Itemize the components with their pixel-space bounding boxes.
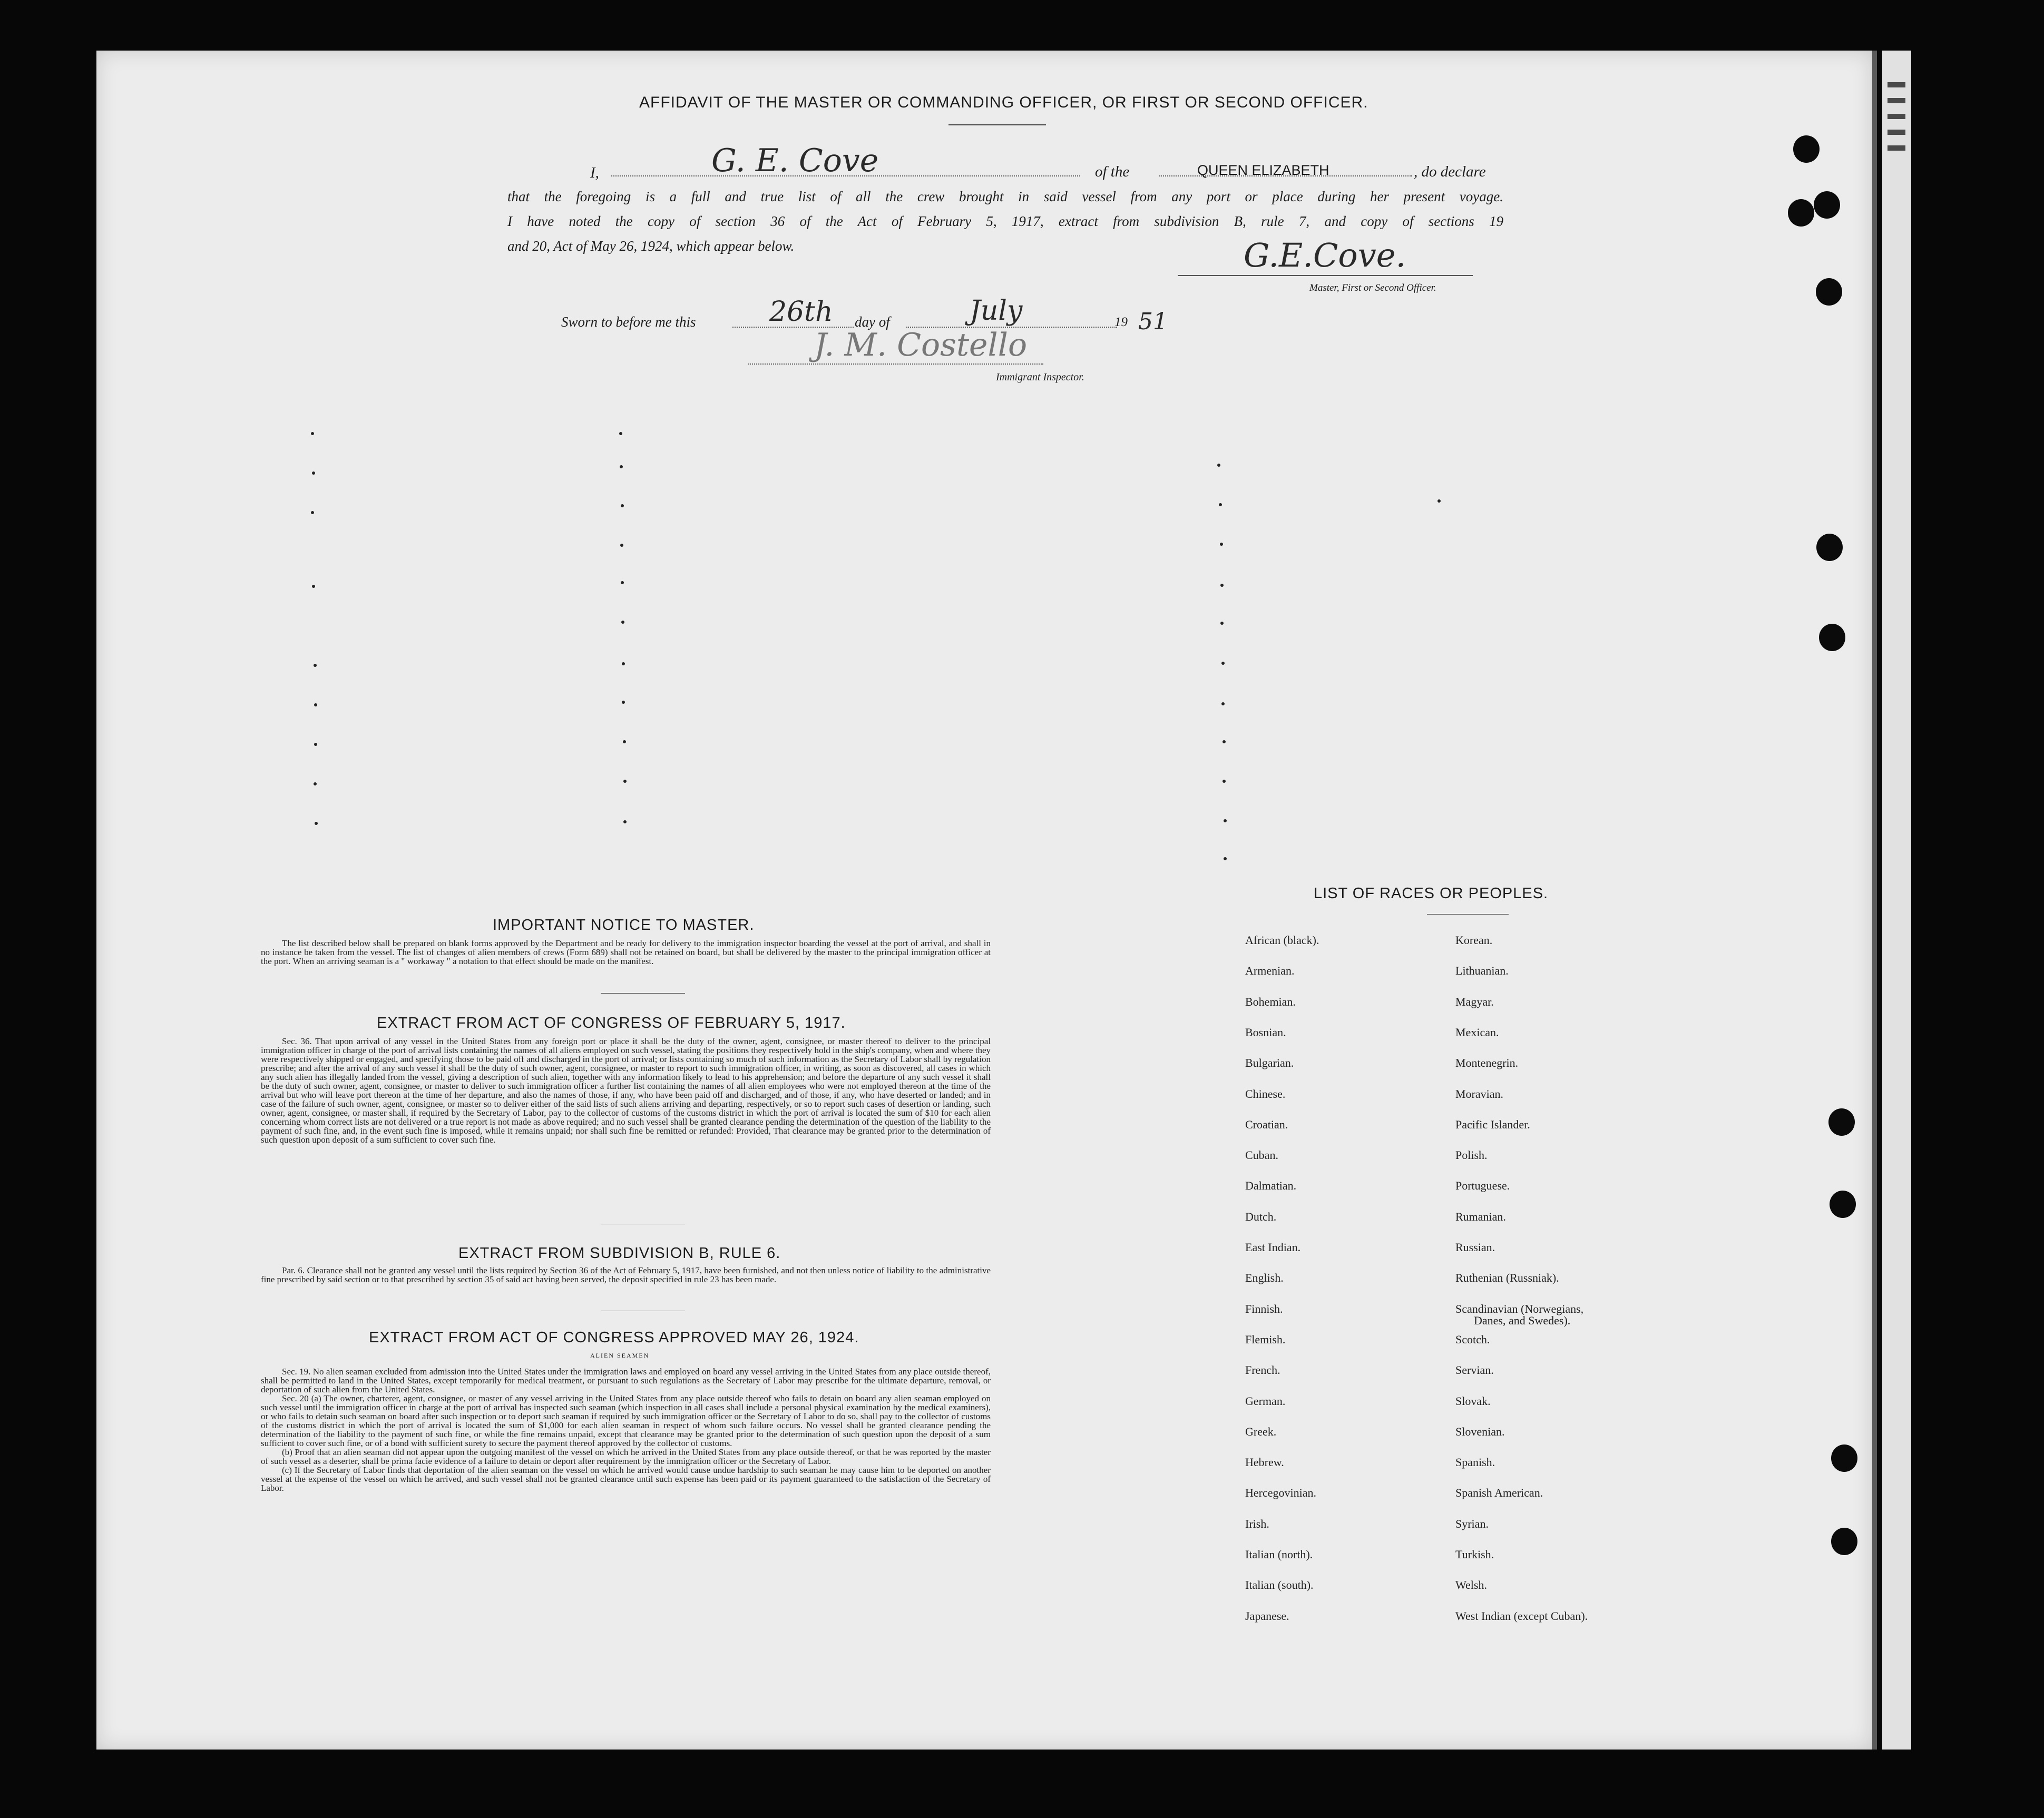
punch-hole bbox=[1830, 1191, 1856, 1218]
rule6-text: Par. 6. Clearance shall not be granted any vessel until the lists required by Section 36 of the Act of February 5, 1917, have been furnished, and not then unless notice of liability to the administrative fine prescribed by said section or to that prescribed by section 35 of said act having been served, the deposit specified in rule 23 has been made. bbox=[261, 1265, 991, 1284]
race-item: Polish. bbox=[1455, 1148, 1488, 1162]
extract-1924-text: Sec. 19. No alien seaman excluded from admission into the United States under the immigration laws and employed on board any vessel arriving in the United States from any place outside thereof, shall be permitted to land in the United States, except temporarily for medical treatment, or pursuant to such regulations as the Secretary of Labor may prescribe for the ultimate departure, removal, or deportation of such alien from the United States. Sec. 20 (a) The owner, charterer, agent, consignee, or master of any vessel arriving in the United States from any place outside thereof who fails to detain on board any alien seaman employed on such vessel until the immigration officer in charge at the port of arrival has inspected such seaman (which inspection in all cases shall include a personal physical examination by the medical examiners), or who fails to detain such seaman on board after such inspection or to deport such seaman if required by such immigration officer or the Secretary of Labor to do so, shall pay to the collector of customs of the customs district in which the port of arrival is located the sum of $1,000 for each alien seaman in respect of whom such failure occurs. No vessel shall be granted clearance pending the determination of the liability to the payment of such fine, or while the fine remains unpaid, except that clearance may be granted prior to the determination of such question upon the deposit of a sum sufficient to cover such fine, or of a bond with sufficient surety to secure the payment thereof approved by the collector of customs. (b) Proof that an alien seaman did not appear upon the outgoing manifest of the vessel on which he arrived in the United States from any place outside thereof, or that he was reported by the master of such vessel as a deserter, shall be prima facie evidence of a failure to detain or deport after requirement by the immigration officer or the Secretary of Labor. (c) If the Secretary of Labor finds that deportation of the alien seaman on the vessel on which he arrived would cause undue hardship to such seaman he may cause him to be deported on another vessel at the expense of the vessel on which he arrived, and such vessel shall not be granted clearance until such expense has been paid or its payment guaranteed to the satisfaction of the Secretary of Labor. bbox=[261, 1367, 991, 1493]
notice-heading: IMPORTANT NOTICE TO MASTER. bbox=[493, 917, 755, 933]
race-item: English. bbox=[1245, 1271, 1284, 1285]
race-item: Servian. bbox=[1455, 1363, 1494, 1377]
vessel-name: QUEEN ELIZABETH bbox=[1197, 162, 1329, 178]
race-item: African (black). bbox=[1245, 933, 1319, 947]
punch-hole bbox=[1814, 191, 1840, 219]
race-item: East Indian. bbox=[1245, 1241, 1301, 1254]
race-item: Welsh. bbox=[1455, 1578, 1487, 1592]
race-item: Turkish. bbox=[1455, 1548, 1494, 1561]
race-item: Montenegrin. bbox=[1455, 1056, 1519, 1070]
race-item: Flemish. bbox=[1245, 1332, 1286, 1346]
race-item: Russian. bbox=[1455, 1241, 1495, 1254]
punch-hole bbox=[1819, 624, 1845, 651]
race-item: Bohemian. bbox=[1245, 995, 1296, 1008]
race-item: Spanish. bbox=[1455, 1456, 1495, 1469]
divider bbox=[601, 993, 685, 994]
race-item: Italian (south). bbox=[1245, 1578, 1314, 1592]
race-item: Greek. bbox=[1245, 1424, 1277, 1438]
alien-seamen-subheading: ALIEN SEAMEN bbox=[590, 1352, 650, 1359]
i-label: I, bbox=[590, 164, 599, 181]
master-signature-line bbox=[1178, 275, 1473, 276]
master-caption: Master, First or Second Officer. bbox=[1309, 282, 1436, 293]
punch-hole bbox=[1816, 534, 1843, 561]
inspector-line bbox=[748, 363, 1043, 365]
race-item: Pacific Islander. bbox=[1455, 1117, 1530, 1131]
divider bbox=[948, 124, 1046, 125]
race-item: Korean. bbox=[1455, 933, 1493, 947]
race-item: Scandinavian (Norwegians, bbox=[1455, 1302, 1584, 1315]
declaration-line-2: that the foregoing is a full and true list of all the crew brought in said vessel from any port or place during her present voyage. bbox=[507, 189, 1503, 204]
race-item: Scotch. bbox=[1455, 1332, 1490, 1346]
race-item: Lithuanian. bbox=[1455, 964, 1509, 978]
race-item: Cuban. bbox=[1245, 1148, 1278, 1162]
punch-hole bbox=[1816, 278, 1842, 306]
race-item: Bosnian. bbox=[1245, 1025, 1286, 1039]
sworn-label: Sworn to before me this bbox=[561, 314, 696, 330]
extract-1917-text: Sec. 36. That upon arrival of any vessel in the United States from any foreign port or place it shall be the duty of the owner, agent, consignee, or master thereof to deliver to the principal immigration officer in charge of the port of arrival lists containing the names of all aliens employed on such vessel, stating the positions they respectively hold in the ship's company, when and where they were respectively shipped or engaged, and specifying those to be paid off and discharged in the port of arrival; or lists containing so much of such information as the Secretary of Labor shall by regulation prescribe; and after the arrival of any such vessel it shall be the duty of such owner, agent, consignee, or master to report to such immigration officer, in writing, as soon as discovered, all cases in which any such alien has illegally landed from the vessel, giving a description of such alien, together with any information likely to lead to his apprehension; and before the departure of any such vessel it shall be the duty of such owner, agent, consignee, or master to deliver to such immigration officer a further list containing the names of all alien employees who were not employed thereon at the time of the arrival but who will leave port thereon at the time of her departure, and also the names of those, if any, who have been paid off and discharged, and of those, if any, who have deserted or landed; and in case of the failure of such owner, agent, consignee, or master so to deliver either of the said lists of such aliens arriving and departing, respectively, or so to report such cases of desertion or landing, such owner, agent, consignee, or master shall, if required by the Secretary of Labor, pay to the collector of customs of the customs district in which the port of arrival is located the sum of $10 for each alien concerning whom correct lists are not delivered or a true report is not made as above required; and no such vessel shall be granted clearance pending the determination of the question of the liability to the payment of such fine, and, in the event such fine is imposed, while it remains unpaid; nor shall such fine be remitted or refunded: Provided, That clearance may be granted prior to the determination of such question upon deposit of a sum sufficient to cover such fine. bbox=[261, 1036, 991, 1145]
of-the-label: of the bbox=[1095, 163, 1130, 180]
declaration-line-3: I have noted the copy of section 36 of the Act of February 5, 1917, extract from subdivision B, rule 7, and copy of sections 19 bbox=[507, 213, 1503, 229]
races-heading: LIST OF RACES OR PEOPLES. bbox=[1314, 885, 1549, 902]
sworn-month: July bbox=[970, 295, 1023, 327]
race-item: Dutch. bbox=[1245, 1210, 1277, 1223]
signer-handwritten: G. E. Cove bbox=[711, 142, 879, 179]
race-item: Ruthenian (Russniak). bbox=[1455, 1271, 1559, 1285]
race-item: Japanese. bbox=[1245, 1609, 1289, 1623]
inspector-caption: Immigrant Inspector. bbox=[996, 371, 1084, 383]
race-item: Slovak. bbox=[1455, 1394, 1491, 1408]
race-item: Chinese. bbox=[1245, 1087, 1286, 1100]
master-signature: G.E.Cove. bbox=[1244, 236, 1406, 274]
punch-hole bbox=[1828, 1108, 1855, 1136]
race-item: Dalmatian. bbox=[1245, 1179, 1297, 1193]
extract-1924-heading: EXTRACT FROM ACT OF CONGRESS APPROVED MAY 26, 1924. bbox=[369, 1329, 859, 1346]
sworn-day: 26th bbox=[769, 296, 833, 328]
race-item: French. bbox=[1245, 1363, 1280, 1377]
sworn-year: 51 bbox=[1138, 308, 1168, 335]
race-item: German. bbox=[1245, 1394, 1286, 1408]
race-item: Portuguese. bbox=[1455, 1179, 1510, 1193]
punch-hole bbox=[1831, 1528, 1857, 1555]
race-item: Mexican. bbox=[1455, 1025, 1499, 1039]
rule6-heading: EXTRACT FROM SUBDIVISION B, RULE 6. bbox=[458, 1245, 781, 1262]
do-declare-label: , do declare bbox=[1414, 163, 1486, 180]
day-of-label: day of bbox=[855, 314, 890, 330]
race-item: Bulgarian. bbox=[1245, 1056, 1294, 1070]
divider bbox=[1427, 914, 1509, 915]
declaration-line-4: and 20, Act of May 26, 1924, which appear below. bbox=[507, 238, 795, 254]
year-prefix: 19 bbox=[1114, 315, 1128, 329]
race-item: Slovenian. bbox=[1455, 1424, 1505, 1438]
race-item: Italian (north). bbox=[1245, 1548, 1313, 1561]
extract-1917-heading: EXTRACT FROM ACT OF CONGRESS OF FEBRUARY 5, 1917. bbox=[377, 1015, 846, 1031]
race-item: Hebrew. bbox=[1245, 1456, 1284, 1469]
race-item: Irish. bbox=[1245, 1517, 1269, 1530]
race-item: Hercegovinian. bbox=[1245, 1486, 1316, 1500]
notice-text: The list described below shall be prepared on blank forms approved by the Department and be ready for delivery to the immigration inspector boarding the vessel at the port of arrival, and shall in no instance be taken from the vessel. The list of changes of alien members of crews (Form 689) shall not be retained on board, but shall be delivered by the master to the principal immigration officer at the port. When an arriving seaman is a " workaway " a notation to that effect should be made on the manifest. bbox=[261, 938, 991, 966]
race-item: Finnish. bbox=[1245, 1302, 1283, 1315]
race-item: Croatian. bbox=[1245, 1117, 1288, 1131]
race-item: West Indian (except Cuban). bbox=[1455, 1609, 1588, 1623]
race-item: Rumanian. bbox=[1455, 1210, 1506, 1223]
race-item: Magyar. bbox=[1455, 995, 1494, 1008]
race-item: Armenian. bbox=[1245, 964, 1295, 978]
page-edge bbox=[1872, 51, 1877, 1750]
punch-hole bbox=[1831, 1444, 1857, 1472]
race-item-continuation: Danes, and Swedes). bbox=[1474, 1314, 1571, 1327]
inspector-signature: J. M. Costello bbox=[814, 327, 1028, 363]
punch-hole bbox=[1788, 199, 1814, 227]
race-item: Moravian. bbox=[1455, 1087, 1504, 1100]
race-item: Syrian. bbox=[1455, 1517, 1489, 1530]
film-edge-strip bbox=[1882, 51, 1911, 1750]
punch-hole bbox=[1793, 135, 1820, 163]
race-item: Spanish American. bbox=[1455, 1486, 1543, 1500]
affidavit-title: AFFIDAVIT OF THE MASTER OR COMMANDING OFFICER, OR FIRST OR SECOND OFFICER. bbox=[639, 94, 1368, 111]
